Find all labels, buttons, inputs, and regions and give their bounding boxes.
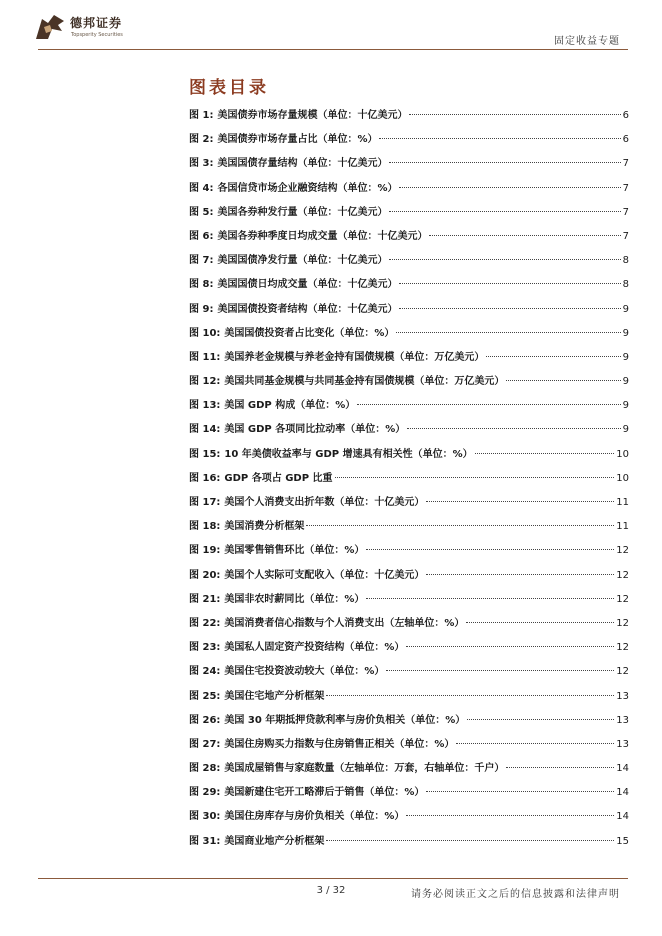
toc-entry-page: 9 bbox=[622, 351, 629, 363]
toc-entry-number: 图 18: bbox=[189, 521, 221, 533]
toc-leader-dots bbox=[386, 670, 614, 671]
toc-entry-title: 美国个人实际可支配收入（单位：十亿美元） bbox=[224, 569, 425, 581]
toc-entry-number: 图 8: bbox=[189, 279, 214, 291]
toc-leader-dots bbox=[399, 283, 620, 284]
toc-entry[interactable] bbox=[189, 783, 629, 807]
toc-entry-page: 8 bbox=[622, 255, 629, 267]
toc-entry[interactable] bbox=[189, 203, 629, 227]
toc-entry-page: 11 bbox=[616, 497, 629, 508]
toc-entry-page: 9 bbox=[622, 327, 629, 339]
toc-leader-dots bbox=[326, 695, 614, 696]
toc-entry-page: 12 bbox=[616, 617, 629, 629]
toc-entry-number: 图 1: bbox=[189, 110, 214, 121]
toc-entry-page: 9 bbox=[622, 376, 629, 388]
toc-leader-dots bbox=[389, 211, 620, 212]
toc-entry-number: 图 5: bbox=[189, 206, 214, 218]
toc-leader-dots bbox=[406, 646, 614, 647]
toc-entry-title: 各国信贷市场企业融资结构（单位：%） bbox=[217, 182, 398, 194]
toc-entry[interactable] bbox=[189, 735, 629, 759]
toc-entry-page: 7 bbox=[622, 230, 629, 242]
brand-logo bbox=[34, 13, 134, 45]
figure-list bbox=[189, 106, 629, 856]
toc-leader-dots bbox=[475, 453, 615, 454]
toc-leader-dots bbox=[389, 162, 620, 163]
toc-entry[interactable] bbox=[189, 493, 629, 517]
legal-disclaimer: 请务必阅读正文之后的信息披露和法律声明 bbox=[411, 889, 620, 900]
toc-entry-page: 13 bbox=[616, 714, 629, 726]
toc-entry-title: 美国 GDP 构成（单位：%） bbox=[224, 400, 356, 412]
toc-leader-dots bbox=[426, 501, 614, 502]
toc-entry-number: 图 29: bbox=[189, 787, 221, 799]
toc-entry-title: 10 年美债收益率与 GDP 增速具有相关性（单位：%） bbox=[224, 448, 473, 460]
toc-entry-page: 12 bbox=[616, 666, 629, 678]
toc-leader-dots bbox=[335, 477, 615, 478]
toc-entry-title: 美国债券市场存量规模（单位：十亿美元） bbox=[217, 110, 408, 121]
toc-entry[interactable] bbox=[189, 106, 629, 130]
toc-entry-page: 12 bbox=[616, 545, 629, 557]
toc-entry-title: GDP 各项占 GDP 比重 bbox=[224, 472, 333, 484]
toc-leader-dots bbox=[389, 259, 620, 260]
header-divider bbox=[38, 49, 628, 50]
toc-entry-page: 12 bbox=[616, 642, 629, 654]
toc-entry[interactable] bbox=[189, 638, 629, 662]
toc-entry-number: 图 23: bbox=[189, 642, 221, 654]
toc-entry-number: 图 16: bbox=[189, 472, 221, 484]
toc-entry-title: 美国 30 年期抵押贷款利率与房价负相关（单位：%） bbox=[224, 714, 466, 726]
toc-leader-dots bbox=[506, 380, 620, 381]
toc-entry-page: 6 bbox=[622, 134, 629, 146]
toc-entry[interactable] bbox=[189, 445, 629, 469]
toc-entry-number: 图 27: bbox=[189, 738, 221, 750]
toc-entry-title: 美国国债投资者占比变化（单位：%） bbox=[224, 327, 395, 339]
page-number: 3 / 32 bbox=[316, 885, 346, 896]
toc-entry-page: 11 bbox=[616, 521, 629, 533]
toc-entry-number: 图 24: bbox=[189, 666, 221, 678]
toc-entry-page: 10 bbox=[616, 448, 629, 460]
toc-entry-number: 图 6: bbox=[189, 230, 214, 242]
toc-entry-page: 13 bbox=[616, 738, 629, 750]
toc-leader-dots bbox=[466, 622, 614, 623]
toc-entry[interactable] bbox=[189, 614, 629, 638]
toc-entry-title: 美国非农时薪同比（单位：%） bbox=[224, 593, 365, 605]
toc-entry-number: 图 2: bbox=[189, 134, 214, 146]
toc-entry[interactable] bbox=[189, 832, 629, 856]
toc-leader-dots bbox=[506, 767, 614, 768]
toc-entry-page: 13 bbox=[616, 690, 629, 702]
toc-leader-dots bbox=[409, 114, 620, 115]
toc-entry[interactable] bbox=[189, 396, 629, 420]
toc-entry-title: 美国消费分析框架 bbox=[224, 521, 305, 533]
toc-entry[interactable] bbox=[189, 517, 629, 541]
toc-leader-dots bbox=[357, 404, 620, 405]
toc-leader-dots bbox=[426, 574, 614, 575]
toc-entry-page: 15 bbox=[616, 835, 629, 847]
toc-entry[interactable] bbox=[189, 590, 629, 614]
toc-entry-title: 美国各券种季度日均成交量（单位：十亿美元） bbox=[217, 230, 428, 242]
toc-entry-number: 图 31: bbox=[189, 835, 221, 847]
toc-leader-dots bbox=[399, 308, 620, 309]
toc-entry-number: 图 7: bbox=[189, 255, 214, 267]
toc-entry-title: 美国住房库存与房价负相关（单位：%） bbox=[224, 811, 405, 823]
toc-leader-dots bbox=[399, 187, 620, 188]
toc-entry-title: 美国债券市场存量占比（单位：%） bbox=[217, 134, 378, 146]
toc-leader-dots bbox=[426, 791, 614, 792]
toc-entry[interactable] bbox=[189, 711, 629, 735]
toc-entry[interactable] bbox=[189, 300, 629, 324]
toc-entry-title: 美国商业地产分析框架 bbox=[224, 835, 325, 847]
toc-entry-title: 美国消费者信心指数与个人消费支出（左轴单位：%） bbox=[224, 617, 465, 629]
toc-entry[interactable] bbox=[189, 420, 629, 444]
toc-entry-page: 9 bbox=[622, 303, 629, 315]
toc-entry[interactable] bbox=[189, 275, 629, 299]
brand-name-en: Topsperity Securities bbox=[71, 32, 123, 38]
toc-leader-dots bbox=[396, 332, 620, 333]
toc-entry[interactable] bbox=[189, 179, 629, 203]
toc-entry-title: 美国国债净发行量（单位：十亿美元） bbox=[217, 255, 388, 267]
page-header bbox=[0, 0, 662, 50]
toc-leader-dots bbox=[456, 743, 614, 744]
toc-entry-number: 图 21: bbox=[189, 593, 221, 605]
toc-entry-page: 14 bbox=[616, 763, 629, 775]
toc-entry-number: 图 9: bbox=[189, 303, 214, 315]
toc-entry-number: 图 30: bbox=[189, 811, 221, 823]
toc-entry-number: 图 13: bbox=[189, 400, 221, 412]
toc-entry-number: 图 4: bbox=[189, 182, 214, 194]
toc-entry-number: 图 10: bbox=[189, 327, 221, 339]
toc-leader-dots bbox=[407, 428, 620, 429]
toc-leader-dots bbox=[366, 549, 614, 550]
toc-entry[interactable] bbox=[189, 687, 629, 711]
toc-entry-title: 美国住宅投资波动较大（单位：%） bbox=[224, 666, 385, 678]
toc-entry-page: 9 bbox=[622, 400, 629, 412]
toc-entry-page: 7 bbox=[622, 158, 629, 170]
toc-entry-number: 图 14: bbox=[189, 424, 221, 436]
toc-entry[interactable] bbox=[189, 566, 629, 590]
toc-entry-number: 图 15: bbox=[189, 448, 221, 460]
toc-entry-title: 美国成屋销售与家庭数量（左轴单位：万套，右轴单位：千户） bbox=[224, 763, 505, 775]
toc-entry[interactable] bbox=[189, 759, 629, 783]
toc-entry-number: 图 19: bbox=[189, 545, 221, 557]
toc-entry-page: 9 bbox=[622, 424, 629, 436]
report-section-label: 固定收益专题 bbox=[554, 36, 620, 47]
toc-entry-title: 美国住房购买力指数与住房销售正相关（单位：%） bbox=[224, 738, 455, 750]
toc-entry[interactable] bbox=[189, 541, 629, 565]
toc-entry-number: 图 11: bbox=[189, 351, 221, 363]
toc-entry-title: 美国 GDP 各项同比拉动率（单位：%） bbox=[224, 424, 406, 436]
toc-entry-title: 美国养老金规模与养老金持有国债规模（单位：万亿美元） bbox=[224, 351, 485, 363]
toc-heading: 图表目录 bbox=[189, 78, 269, 98]
toc-entry-title: 美国国债投资者结构（单位：十亿美元） bbox=[217, 303, 398, 315]
toc-leader-dots bbox=[406, 815, 614, 816]
toc-entry-page: 8 bbox=[622, 279, 629, 291]
toc-entry[interactable] bbox=[189, 130, 629, 154]
toc-entry-title: 美国个人消费支出折年数（单位：十亿美元） bbox=[224, 497, 425, 508]
toc-leader-dots bbox=[366, 598, 614, 599]
toc-leader-dots bbox=[467, 719, 614, 720]
toc-entry-title: 美国新建住宅开工略滞后于销售（单位：%） bbox=[224, 787, 425, 799]
toc-entry-page: 12 bbox=[616, 593, 629, 605]
toc-leader-dots bbox=[429, 235, 620, 236]
toc-entry-title: 美国国债存量结构（单位：十亿美元） bbox=[217, 158, 388, 170]
toc-entry-page: 10 bbox=[616, 472, 629, 484]
toc-entry-page: 7 bbox=[622, 182, 629, 194]
toc-entry-number: 图 28: bbox=[189, 763, 221, 775]
toc-leader-dots bbox=[306, 525, 614, 526]
toc-entry-number: 图 3: bbox=[189, 158, 214, 170]
toc-entry[interactable] bbox=[189, 348, 629, 372]
toc-entry-page: 14 bbox=[616, 787, 629, 799]
toc-entry-number: 图 17: bbox=[189, 497, 221, 508]
footer-divider bbox=[38, 878, 628, 879]
toc-entry[interactable] bbox=[189, 154, 629, 178]
toc-leader-dots bbox=[379, 138, 620, 139]
toc-entry[interactable] bbox=[189, 251, 629, 275]
toc-entry-page: 6 bbox=[622, 110, 629, 121]
toc-entry[interactable] bbox=[189, 227, 629, 251]
toc-entry-number: 图 22: bbox=[189, 617, 221, 629]
brand-name-cn: 德邦证券 bbox=[70, 16, 123, 30]
brand-mark-icon bbox=[34, 13, 66, 43]
toc-entry[interactable] bbox=[189, 372, 629, 396]
toc-entry[interactable] bbox=[189, 469, 629, 493]
toc-leader-dots bbox=[326, 840, 614, 841]
toc-entry-title: 美国住宅地产分析框架 bbox=[224, 690, 325, 702]
toc-entry[interactable] bbox=[189, 662, 629, 686]
toc-entry-page: 14 bbox=[616, 811, 629, 823]
toc-entry-title: 美国各券种发行量（单位：十亿美元） bbox=[217, 206, 388, 218]
toc-entry-title: 美国零售销售环比（单位：%） bbox=[224, 545, 365, 557]
toc-entry-page: 7 bbox=[622, 206, 629, 218]
toc-entry-number: 图 20: bbox=[189, 569, 221, 581]
toc-entry-title: 美国共同基金规模与共同基金持有国债规模（单位：万亿美元） bbox=[224, 376, 505, 388]
toc-entry-title: 美国国债日均成交量（单位：十亿美元） bbox=[217, 279, 398, 291]
toc-entry-number: 图 12: bbox=[189, 376, 221, 388]
toc-entry-number: 图 25: bbox=[189, 690, 221, 702]
toc-entry[interactable] bbox=[189, 324, 629, 348]
toc-entry-number: 图 26: bbox=[189, 714, 221, 726]
toc-entry-title: 美国私人固定资产投资结构（单位：%） bbox=[224, 642, 405, 654]
toc-entry-page: 12 bbox=[616, 569, 629, 581]
toc-leader-dots bbox=[486, 356, 620, 357]
toc-entry[interactable] bbox=[189, 807, 629, 831]
